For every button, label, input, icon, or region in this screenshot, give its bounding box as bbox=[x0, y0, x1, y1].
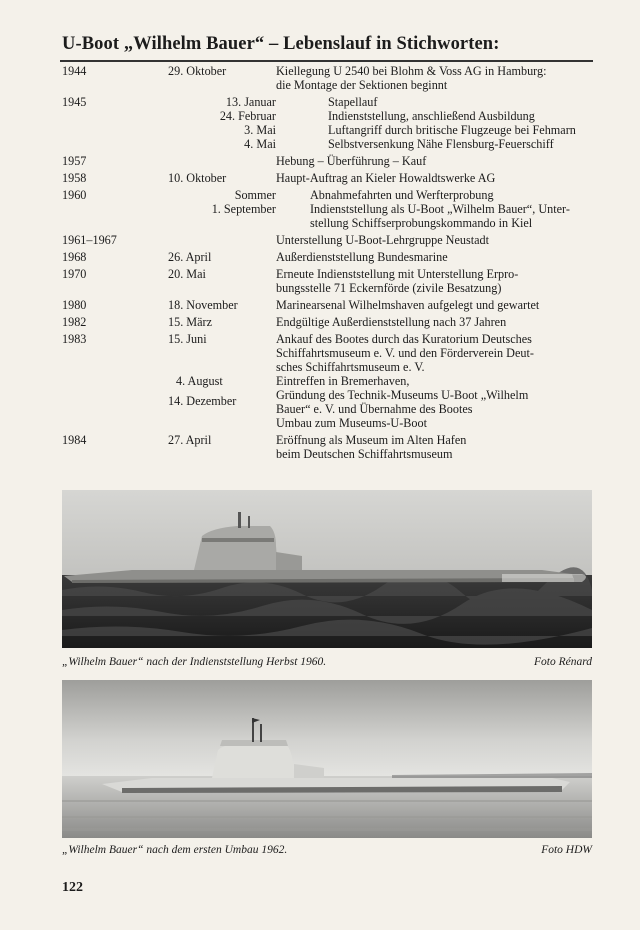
event-line: beim Deutschen Schiffahrtsmuseum bbox=[276, 447, 453, 461]
year: 1945 bbox=[62, 95, 87, 109]
event-line: Abnahmefahrten und Werfterprobung bbox=[310, 188, 494, 202]
year: 1958 bbox=[62, 171, 87, 185]
photo-caption bbox=[62, 656, 592, 668]
chronology-row bbox=[62, 154, 597, 168]
event-line: Unterstellung U-Boot-Lehrgruppe Neustadt bbox=[276, 233, 490, 247]
date: 24. Februar bbox=[219, 109, 276, 123]
date: 20. Mai bbox=[168, 267, 206, 281]
date: 3. Mai bbox=[244, 123, 276, 137]
events bbox=[276, 433, 597, 461]
dates bbox=[168, 188, 310, 216]
year: 1961–1967 bbox=[62, 233, 117, 247]
year: 1968 bbox=[62, 250, 87, 264]
photo-credit: Foto Rénard bbox=[533, 656, 592, 668]
page-title: U-Boot „Wilhelm Bauer“ – Lebenslauf in Stichworten: bbox=[62, 34, 500, 54]
date: 14. Dezember bbox=[168, 394, 237, 408]
dates bbox=[168, 95, 328, 151]
date: 1. September bbox=[211, 202, 276, 216]
event-line: Marinearsenal Wilhelmshaven aufgelegt und gewartet bbox=[276, 298, 540, 312]
year: 1983 bbox=[62, 332, 87, 346]
events bbox=[310, 188, 597, 230]
dates bbox=[168, 64, 276, 78]
chronology-row bbox=[62, 315, 597, 329]
submarine-photo-1962 bbox=[62, 680, 592, 838]
date: 15. Juni bbox=[168, 332, 207, 346]
events bbox=[276, 250, 597, 264]
events bbox=[276, 267, 597, 295]
event-line: bungsstelle 71 Eckernförde (zivile Besatzung) bbox=[276, 281, 502, 295]
events bbox=[276, 298, 597, 312]
event-line: Gründung des Technik-Museums U-Boot „Wilhelm bbox=[276, 388, 529, 402]
event-line: Selbstversenkung Nähe Flensburg-Feuerschiff bbox=[328, 137, 554, 151]
chronology-row bbox=[62, 233, 597, 247]
chronology-row bbox=[62, 171, 597, 185]
event-line: Ankauf des Bootes durch das Kuratorium Deutsches bbox=[276, 332, 532, 346]
date: Sommer bbox=[234, 188, 276, 202]
event-line: Stapellauf bbox=[328, 95, 378, 109]
event-line: die Montage der Sektionen beginnt bbox=[276, 78, 448, 92]
submarine-photo-1960 bbox=[62, 490, 592, 648]
date bbox=[168, 360, 276, 374]
event-line: Eintreffen in Bremerhaven, bbox=[276, 374, 410, 388]
chronology-row bbox=[62, 267, 597, 295]
dates bbox=[168, 433, 276, 447]
events bbox=[276, 332, 597, 430]
chronology-row bbox=[62, 250, 597, 264]
event-line: Kiellegung U 2540 bei Blohm & Voss AG in Hamburg: bbox=[276, 64, 547, 78]
chronology-row bbox=[62, 298, 597, 312]
date: 10. Oktober bbox=[168, 171, 227, 185]
event-line: Erneute Indienststellung mit Unterstellung Erpro- bbox=[276, 267, 519, 281]
events bbox=[276, 154, 597, 168]
event-line: Indienststellung als U-Boot „Wilhelm Bauer“, Unter- bbox=[310, 202, 570, 216]
event-line: Indienststellung, anschließend Ausbildung bbox=[328, 109, 535, 123]
event-line: Luftangriff durch britische Flugzeuge bei Fehmarn bbox=[328, 123, 576, 137]
year: 1970 bbox=[62, 267, 87, 281]
dates bbox=[168, 267, 276, 281]
chronology-row bbox=[62, 95, 597, 151]
year: 1960 bbox=[62, 188, 87, 202]
year: 1980 bbox=[62, 298, 87, 312]
date: 29. Oktober bbox=[168, 64, 227, 78]
event-line: Eröffnung als Museum im Alten Hafen bbox=[276, 433, 467, 447]
dates bbox=[168, 250, 276, 264]
date: 15. März bbox=[168, 315, 212, 329]
events bbox=[328, 95, 597, 151]
year: 1984 bbox=[62, 433, 87, 447]
date: 27. April bbox=[168, 433, 212, 447]
dates bbox=[168, 298, 276, 312]
date bbox=[168, 346, 276, 360]
event-line: Schiffahrtsmuseum e. V. und den Förderverein Deut- bbox=[276, 346, 534, 360]
photo-submarine-1962 bbox=[62, 680, 592, 838]
event-line: stellung Schiffserprobungskommando in Kiel bbox=[310, 216, 533, 230]
events bbox=[276, 171, 597, 185]
photo-submarine-1960 bbox=[62, 490, 592, 648]
date: 13. Januar bbox=[225, 95, 276, 109]
events bbox=[276, 315, 597, 329]
date: 4. August bbox=[176, 374, 223, 388]
chronology-row bbox=[62, 433, 597, 461]
event-line: Endgültige Außerdienststellung nach 37 Jahren bbox=[276, 315, 507, 329]
dates bbox=[168, 315, 276, 329]
date: 18. November bbox=[168, 298, 238, 312]
page-number: 122 bbox=[62, 880, 83, 895]
events bbox=[276, 233, 597, 247]
event-line: Hebung – Überführung – Kauf bbox=[276, 154, 427, 168]
event-line: Haupt-Auftrag an Kieler Howaldtswerke AG bbox=[276, 171, 496, 185]
chronology-row bbox=[62, 188, 597, 230]
dates bbox=[168, 171, 276, 185]
caption-text: „Wilhelm Bauer“ nach dem ersten Umbau 1962. bbox=[62, 844, 288, 856]
photo-caption bbox=[62, 844, 592, 856]
event-line: sches Schiffahrtsmuseum e. V. bbox=[276, 360, 425, 374]
photo-credit: Foto HDW bbox=[541, 844, 592, 856]
caption-text: „Wilhelm Bauer“ nach der Indienststellung Herbst 1960. bbox=[62, 656, 327, 668]
chronology-row bbox=[62, 332, 597, 430]
year: 1982 bbox=[62, 315, 87, 329]
title-rule bbox=[60, 60, 593, 62]
year: 1944 bbox=[62, 64, 87, 78]
date: 26. April bbox=[168, 250, 212, 264]
event-line: Umbau zum Museums-U-Boot bbox=[276, 416, 427, 430]
events bbox=[276, 64, 597, 92]
year: 1957 bbox=[62, 154, 87, 168]
date: 4. Mai bbox=[244, 137, 276, 151]
chronology-table bbox=[62, 64, 597, 461]
event-line: Außerdienststellung Bundesmarine bbox=[276, 250, 448, 264]
chronology-row bbox=[62, 64, 597, 92]
event-line: Bauer“ e. V. und Übernahme des Bootes bbox=[276, 402, 473, 416]
dates bbox=[168, 332, 276, 408]
